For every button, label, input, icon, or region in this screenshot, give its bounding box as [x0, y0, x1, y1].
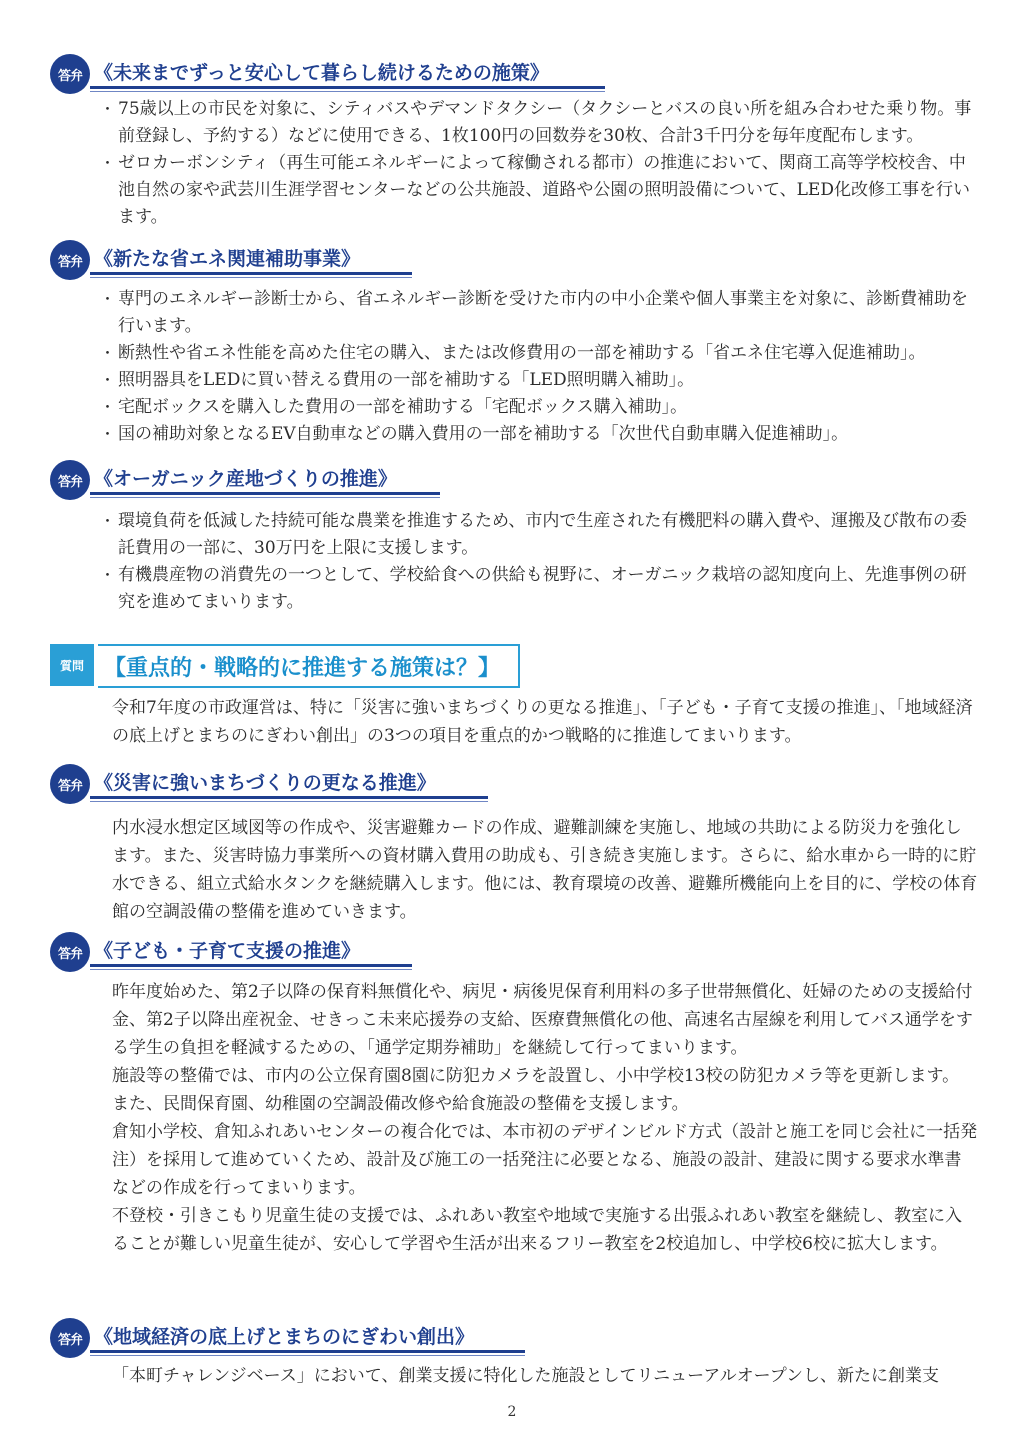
title-underline-thin: [90, 969, 412, 970]
bullet-item: ・ 有機農産物の消費先の一つとして、学校給食への供給も視野に、オーガニック栽培の認知度向上、先進事例の研究を進めてまいります。: [104, 562, 980, 616]
bullet-item: ・ 照明器具をLEDに買い替える費用の一部を補助する「LED照明購入補助」。: [104, 367, 980, 394]
paragraph: 令和7年度の市政運営は、特に「災害に強いまちづくりの更なる推進」、「子ども・子育て支援の推進」、「地域経済の底上げとまちのにぎわい創出」の3つの項目を重点的かつ戦略的に推進してまいります。: [112, 698, 973, 746]
page-number: 2: [507, 1404, 517, 1420]
title-underline: [90, 1350, 525, 1353]
question-badge: 質問: [50, 644, 94, 686]
paragraph: また、民間保育園、幼稚園の空調設備改修や給食施設の整備を支援します。: [112, 1094, 689, 1114]
title-underline-thin: [90, 277, 412, 278]
title-underline-thin: [90, 91, 605, 92]
question-header: [50, 644, 520, 688]
title-underline: [90, 796, 488, 799]
answer-badge: 答弁: [50, 932, 90, 972]
paragraph: 倉知小学校、倉知ふれあいセンターの複合化では、本市初のデザインビルド方式（設計と施工を同じ会社に一括発注）を採用して進めていくため、設計及び施工の一括発注に必要となる、施設の設計、建設に関する要求水準書などの作成を行ってまいります。: [112, 1122, 978, 1198]
section-header-energy-subsidy: [50, 238, 570, 282]
section-title: 《未来までずっと安心して暮らし続けるための施策》: [94, 62, 549, 84]
section-header-organic: [50, 458, 570, 502]
bullet-item: ・ 宅配ボックスを購入した費用の一部を補助する「宅配ボックス購入補助」。: [104, 394, 980, 421]
bullet-item: ・ 75歳以上の市民を対象に、シティバスやデマンドタクシー（タクシーとバスの良い所を組み合わせた乗り物。事前登録し、予約する）などに使用できる、1枚100円の回数券を30枚、合計3千円分を毎年度配布します。: [104, 96, 980, 150]
section-header-childcare: [50, 930, 570, 974]
section-body-childcare: [112, 978, 978, 1258]
section-title: 《地域経済の底上げとまちのにぎわい創出》: [94, 1326, 475, 1348]
title-underline-thin: [90, 497, 440, 498]
paragraph: 昨年度始めた、第2子以降の保育料無償化や、病児・病後児保育利用料の多子世帯無償化、妊婦のための支援給付金、第2子以降出産祝金、せきっこ未来応援券の支給、医療費無償化の他、高速名古屋線を利用してバス通学をする学生の負担を軽減するための、「通学定期券補助」を継続して行ってまいります。: [112, 982, 973, 1058]
bullet-item: ・ 断熱性や省エネ性能を高めた住宅の購入、または改修費用の一部を補助する「省エネ住宅導入促進補助」。: [104, 340, 980, 367]
section-title: 《オーガニック産地づくりの推進》: [94, 468, 397, 490]
title-underline: [90, 964, 412, 967]
section-header-economy: [50, 1316, 570, 1360]
section-title: 《新たな省エネ関連補助事業》: [94, 248, 361, 270]
section-title: 《災害に強いまちづくりの更なる推進》: [94, 772, 436, 794]
paragraph: 「本町チャレンジベース」において、創業支援に特化した施設としてリニューアルオープンし、新たに創業支: [112, 1366, 940, 1386]
paragraph: 不登校・引きこもり児童生徒の支援では、ふれあい教室や地域で実施する出張ふれあい教室を継続し、教室に入ることが難しい児童生徒が、安心して学習や生活が出来るフリー教室を2校追加し、中学校6校に拡大します。: [112, 1206, 962, 1254]
answer-badge: 答弁: [50, 240, 90, 280]
bullet-item: ・ 環境負荷を低減した持続可能な農業を推進するため、市内で生産された有機肥料の購入費や、運搬及び散布の委託費用の一部に、30万円を上限に支援します。: [104, 508, 980, 562]
section-body-future-safety: [104, 96, 980, 231]
bullet-item: ・ 国の補助対象となるEV自動車などの購入費用の一部を補助する「次世代自動車購入促進補助」。: [104, 421, 980, 448]
title-underline-thin: [90, 1355, 525, 1356]
section-body-disaster: [112, 814, 978, 926]
title-underline: [90, 272, 412, 275]
answer-badge: 答弁: [50, 54, 90, 94]
section-body-energy-subsidy: [104, 286, 980, 448]
answer-badge: 答弁: [50, 764, 90, 804]
section-body-organic: [104, 508, 980, 616]
section-title: 《子ども・子育て支援の推進》: [94, 940, 361, 962]
title-underline: [90, 492, 440, 495]
title-underline: [90, 86, 605, 89]
answer-badge: 答弁: [50, 1318, 90, 1358]
title-underline-thin: [90, 801, 488, 802]
bullet-item: ・ ゼロカーボンシティ（再生可能エネルギーによって稼働される都市）の推進において、関商工高等学校校舎、中池自然の家や武芸川生涯学習センターなどの公共施設、道路や公園の照明設備について、LED化改修工事を行います。: [104, 150, 980, 231]
paragraph: 内水浸水想定区域図等の作成や、災害避難カードの作成、避難訓練を実施し、地域の共助による防災力を強化します。また、災害時協力事業所への資材購入費用の助成も、引き続き実施します。さらに、給水車から一時的に貯水できる、組立式給水タンクを継続購入します。他には、教育環境の改善、避難所機能向上を目的に、学校の体育館の空調設備の整備を進めていきます。: [112, 818, 978, 922]
section-header-future-safety: [50, 52, 570, 96]
section-body-economy: [112, 1362, 978, 1390]
answer-badge: 答弁: [50, 460, 90, 500]
question-title: 【重点的・戦略的に推進する施策は？】: [104, 656, 501, 681]
paragraph: 施設等の整備では、市内の公立保育園8園に防犯カメラを設置し、小中学校13校の防犯カメラ等を更新します。: [112, 1066, 960, 1086]
bullet-item: ・ 専門のエネルギー診断士から、省エネルギー診断を受けた市内の中小企業や個人事業主を対象に、診断費補助を行います。: [104, 286, 980, 340]
section-header-disaster: [50, 762, 570, 806]
question-body: [112, 694, 978, 750]
